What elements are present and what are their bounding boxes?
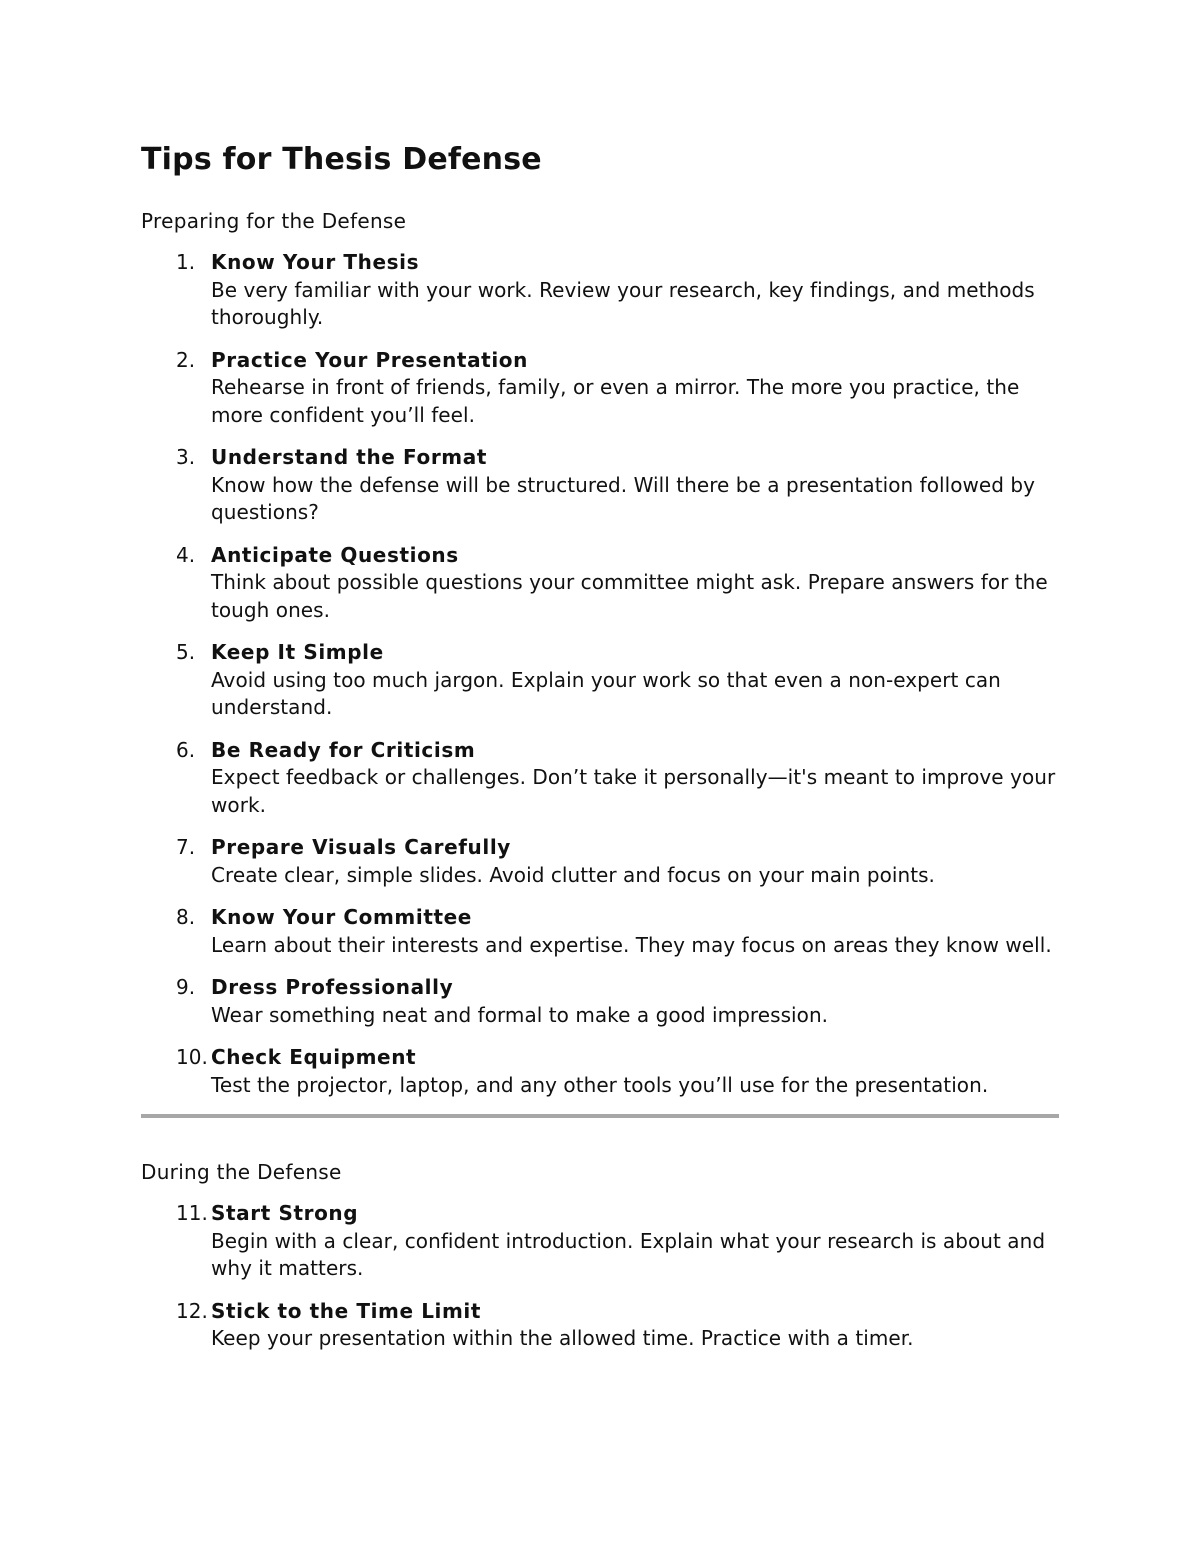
section-heading-during: During the Defense	[141, 1160, 342, 1184]
tip-title: Anticipate Questions	[211, 542, 459, 567]
tip-title: Know Your Committee	[211, 905, 472, 929]
tip-number: 2.	[176, 347, 196, 372]
tip-number: 7.	[176, 835, 196, 859]
list-item	[141, 444, 1059, 527]
tip-title: Practice Your Presentation	[211, 347, 528, 372]
tip-number: 1.	[176, 250, 196, 274]
section-divider	[141, 1114, 1059, 1118]
tip-description: Expect feedback or challenges. Don’t take it personally—it's meant to improve your work.	[211, 765, 1056, 817]
list-item	[141, 639, 1059, 722]
tip-title: Keep It Simple	[211, 640, 384, 664]
tip-number: 4.	[176, 542, 196, 567]
tip-title: Dress Professionally	[211, 975, 454, 999]
tip-description: Test the projector, laptop, and any other tools you’ll use for the presentation.	[211, 1072, 989, 1097]
tip-title: Know Your Thesis	[211, 250, 420, 274]
tip-number: 9.	[176, 975, 196, 999]
list-item	[141, 834, 1059, 889]
section-heading-preparing: Preparing for the Defense	[141, 209, 407, 233]
document-page	[141, 138, 1059, 1368]
list-item	[141, 1298, 1059, 1353]
tip-number: 5.	[176, 640, 196, 664]
list-item	[141, 974, 1059, 1029]
tip-description: Wear something neat and formal to make a good impression.	[211, 1002, 829, 1027]
tip-description: Keep your presentation within the allowed time. Practice with a timer.	[211, 1326, 914, 1350]
tip-list-during	[141, 1200, 1059, 1353]
tip-description: Avoid using too much jargon. Explain your work so that even a non-expert can understand.	[211, 667, 1001, 719]
list-item	[141, 737, 1059, 820]
tip-list-preparing	[141, 249, 1059, 1099]
tip-title: Stick to the Time Limit	[211, 1298, 482, 1323]
list-item	[141, 1044, 1059, 1099]
list-item	[141, 904, 1059, 959]
tip-number: 11.	[176, 1201, 208, 1225]
tip-description: Begin with a clear, confident introduction. Explain what your research is about and why it matters.	[211, 1228, 1046, 1280]
list-item	[141, 249, 1059, 332]
tip-number: 8.	[176, 905, 196, 929]
tip-number: 3.	[176, 445, 196, 469]
tip-title: Start Strong	[211, 1201, 359, 1225]
tip-title: Be Ready for Criticism	[211, 737, 476, 762]
tip-description: Create clear, simple slides. Avoid clutter and focus on your main points.	[211, 862, 935, 887]
tip-description: Rehearse in front of friends, family, or even a mirror. The more you practice, the more confident you’ll feel.	[211, 375, 1020, 427]
tip-description: Learn about their interests and expertise. They may focus on areas they know well.	[211, 932, 1052, 957]
tip-number: 6.	[176, 737, 196, 762]
tip-description: Think about possible questions your committee might ask. Prepare answers for the tough ones.	[211, 570, 1048, 622]
list-item	[141, 542, 1059, 625]
tip-description: Be very familiar with your work. Review your research, key findings, and methods thoroughly.	[211, 277, 1035, 329]
tip-title: Prepare Visuals Carefully	[211, 835, 511, 859]
document-title: Tips for Thesis Defense	[141, 142, 542, 177]
tip-description: Know how the defense will be structured. Will there be a presentation followed by questions?	[211, 472, 1036, 524]
tip-title: Understand the Format	[211, 445, 487, 469]
tip-number: 12.	[176, 1298, 208, 1323]
tip-number: 10.	[176, 1045, 208, 1069]
tip-title: Check Equipment	[211, 1045, 417, 1069]
list-item	[141, 347, 1059, 430]
list-item	[141, 1200, 1059, 1283]
